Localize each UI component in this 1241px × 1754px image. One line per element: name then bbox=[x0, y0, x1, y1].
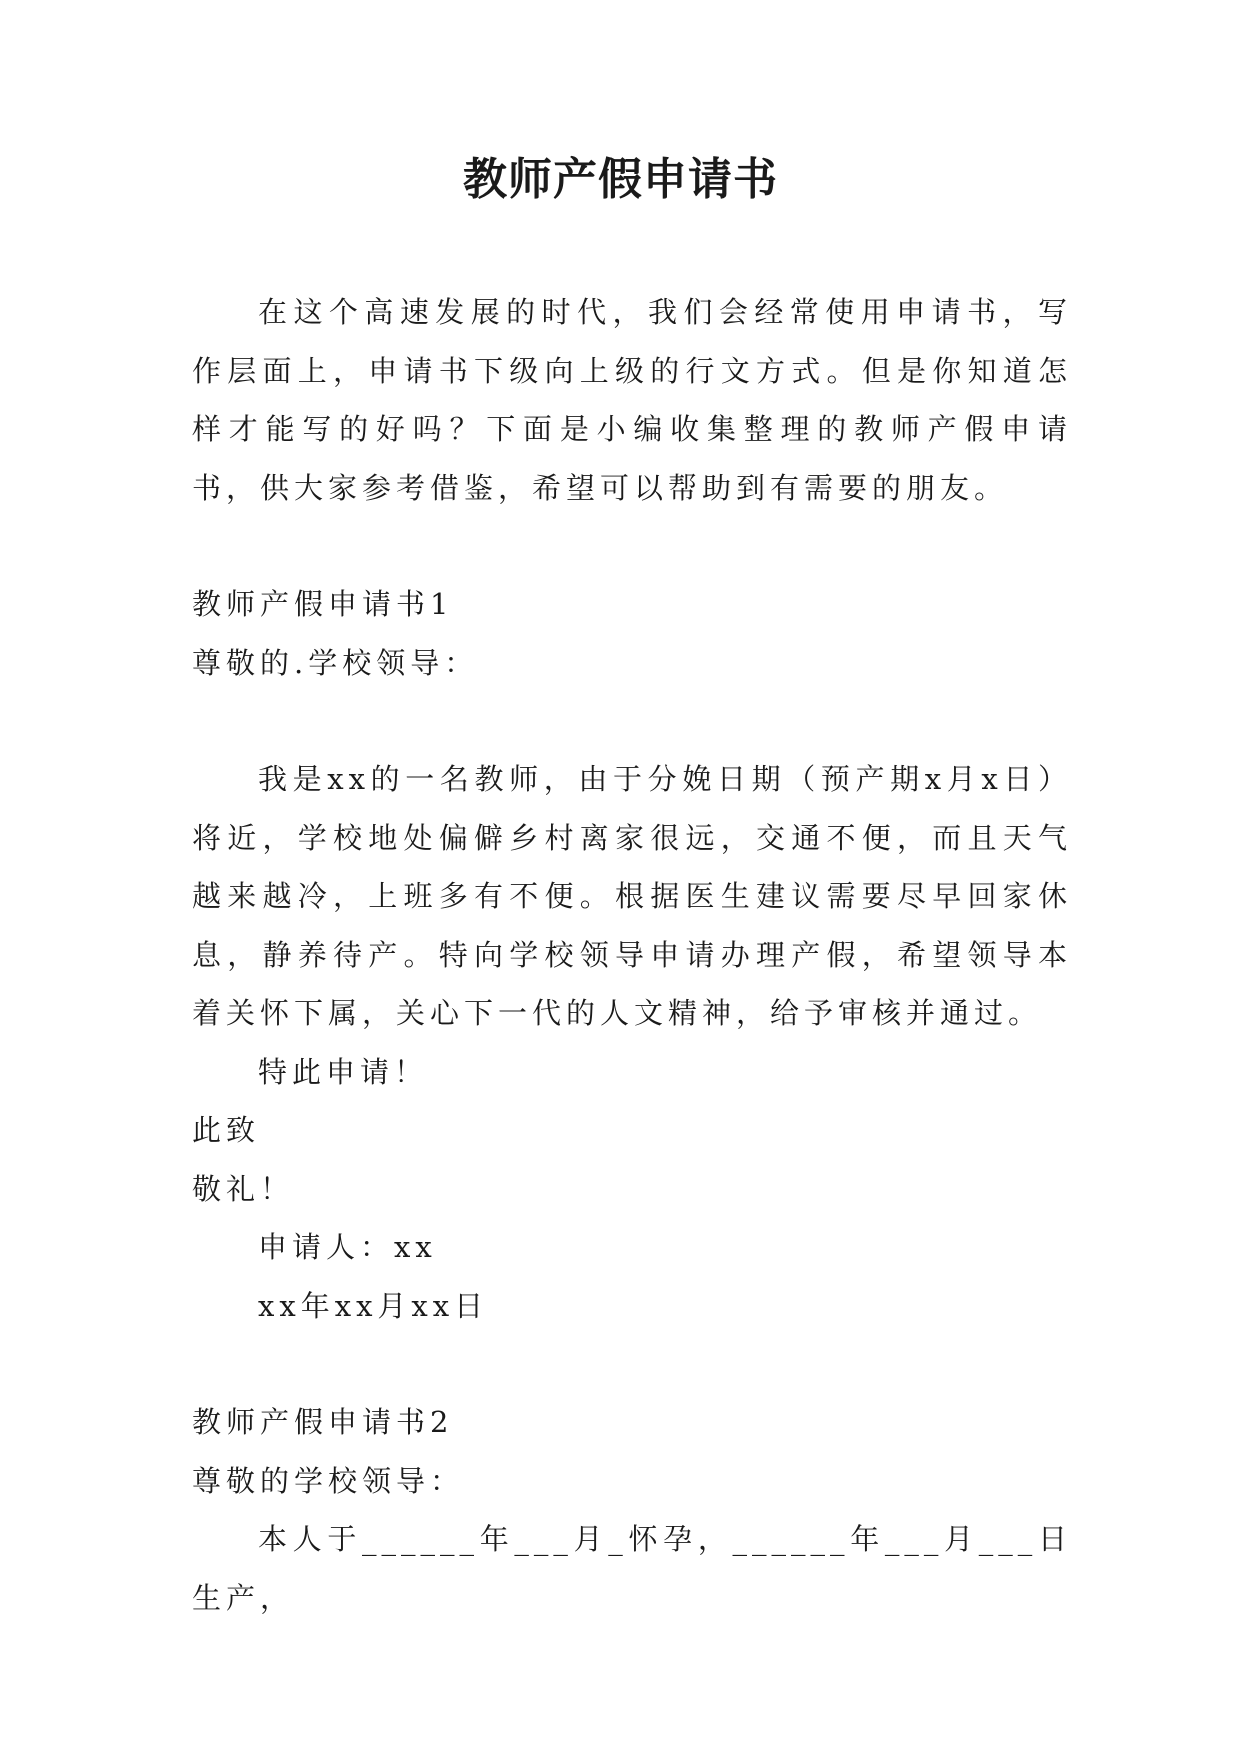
letter1-ci-zhi: 此致 bbox=[192, 1113, 261, 1147]
letter1-salutation: 尊敬的.学校领导： bbox=[192, 645, 479, 680]
letter2-heading: 教师产假申请书2 bbox=[192, 1405, 454, 1439]
letter1-heading: 教师产假申请书1 bbox=[192, 587, 454, 621]
document-title: 教师产假申请书 bbox=[463, 154, 778, 205]
letter2-salutation: 尊敬的学校领导： bbox=[192, 1463, 465, 1498]
document-body bbox=[192, 283, 1072, 1627]
letter1-date: xx年xx月xx日 bbox=[258, 1288, 489, 1323]
letter1-applicant: 申请人：xx bbox=[258, 1230, 437, 1264]
letter1-closing: 特此申请！ bbox=[258, 1054, 429, 1089]
intro-paragraph: 在这个高速发展的时代，我们会经常使用申请书，写作层面上，申请书下级向上级的行文方式。但是你知道怎样才能写的好吗？下面是小编收集整理的教师产假申请书，供大家参考借鉴，希望可以帮助到有需要的朋友。 bbox=[192, 295, 1072, 505]
letter2-body: 本人于______年___月_怀孕，______年___月___日生产， bbox=[192, 1522, 1072, 1615]
letter1-body: 我是xx的一名教师，由于分娩日期（预产期x月x日）将近，学校地处偏僻乡村离家很远，交通不便，而且天气越来越冷，上班多有不便。根据医生建议需要尽早回家休息，静养待产。特向学校领导申请办理产假，希望领导本着关怀下属，关心下一代的人文精神，给予审核并通过。 bbox=[192, 762, 1072, 1030]
letter1-jing-li: 敬礼！ bbox=[192, 1171, 295, 1206]
